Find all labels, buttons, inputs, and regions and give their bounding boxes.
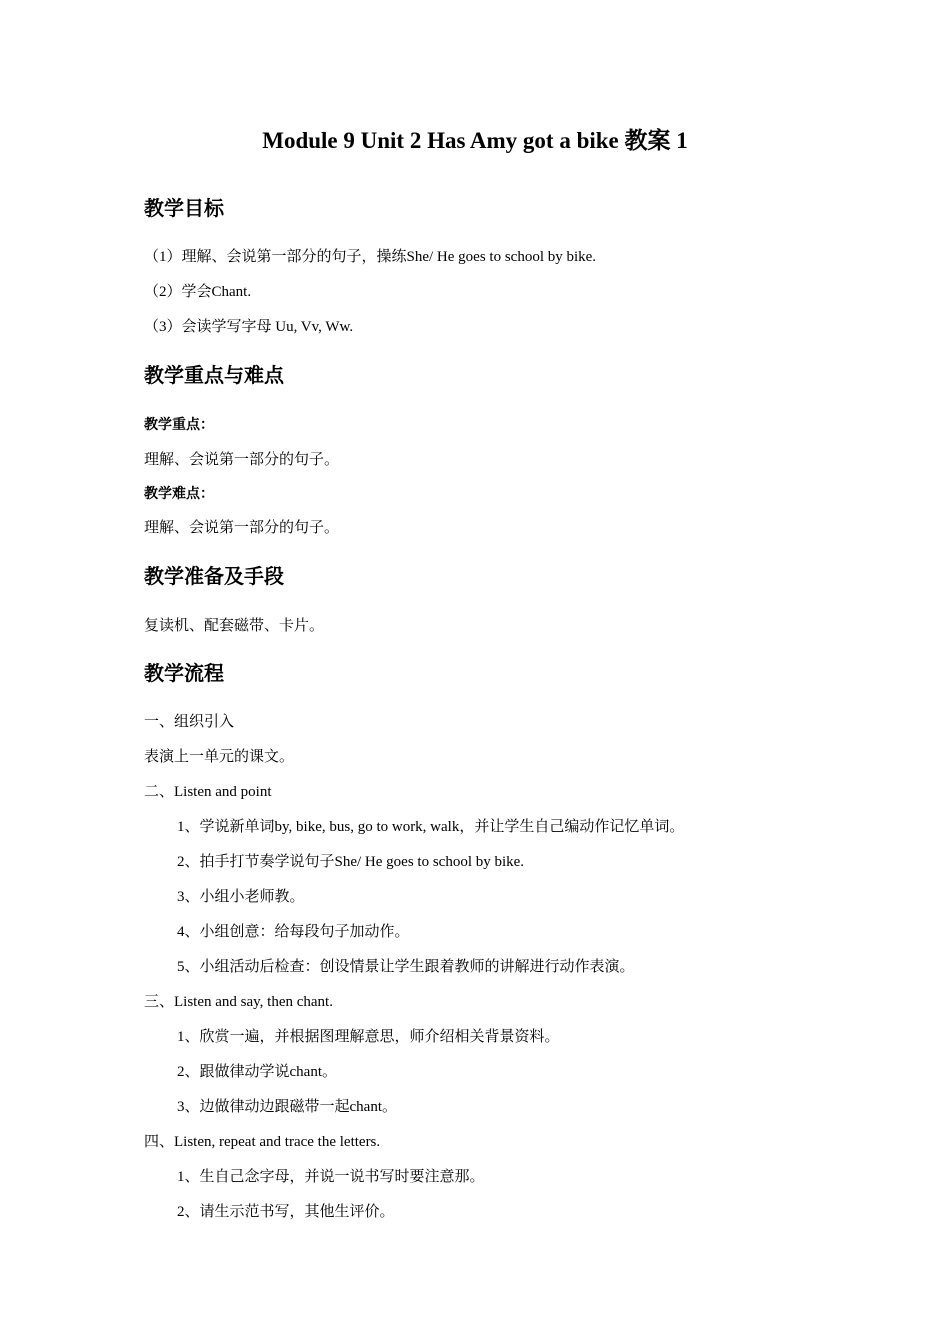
process-sub-item: 1、欣赏一遍，并根据图理解意思，师介绍相关背景资料。 (177, 1029, 560, 1045)
process-sub-item: 5、小组活动后检查：创设情景让学生跟着教师的讲解进行动作表演。 (177, 959, 635, 975)
process-sub-item: 3、边做律动边跟磁带一起chant。 (177, 1099, 397, 1115)
process-sub-item: 1、生自己念字母，并说一说书写时要注意那。 (177, 1169, 485, 1185)
process-step-title: 一、组织引入 (144, 714, 235, 730)
objective-item: （2）学会Chant. (144, 284, 252, 300)
process-sub-item: 1、学说新单词by, bike, bus, go to work, walk，并让学生自己编动作记忆单词。 (177, 819, 685, 835)
process-step-title: 三、Listen and say, then chant. (144, 994, 333, 1010)
preparation-text: 复读机、配套磁带、卡片。 (144, 618, 325, 634)
preparation-heading: 教学准备及手段 (144, 564, 284, 588)
objective-item: （3）会读学写字母 Uu, Vv, Ww. (144, 319, 354, 335)
process-sub-item: 2、跟做律动学说chant。 (177, 1064, 337, 1080)
objective-item: （1）理解、会说第一部分的句子，操练She/ He goes to school by bike. (144, 249, 597, 265)
process-step-title: 四、Listen, repeat and trace the letters. (144, 1134, 381, 1150)
process-sub-item: 3、小组小老师教。 (177, 889, 305, 905)
document-title: Module 9 Unit 2 Has Amy got a bike 教案 1 (262, 128, 688, 153)
process-sub-item: 2、请生示范书写，其他生评价。 (177, 1204, 395, 1220)
focus-label: 教学重点： (144, 417, 214, 433)
process-sub-item: 2、拍手打节奏学说句子She/ He goes to school by bike. (177, 854, 525, 870)
process-step-text: 表演上一单元的课文。 (144, 749, 295, 765)
process-step-title: 二、Listen and point (144, 784, 272, 800)
process-sub-item: 4、小组创意：给每段句子加动作。 (177, 924, 410, 940)
objectives-heading: 教学目标 (144, 196, 224, 220)
difficulty-text: 理解、会说第一部分的句子。 (144, 520, 340, 536)
process-heading: 教学流程 (144, 661, 224, 685)
keypoints-heading: 教学重点与难点 (144, 363, 284, 387)
focus-text: 理解、会说第一部分的句子。 (144, 452, 340, 468)
difficulty-label: 教学难点： (144, 486, 214, 502)
